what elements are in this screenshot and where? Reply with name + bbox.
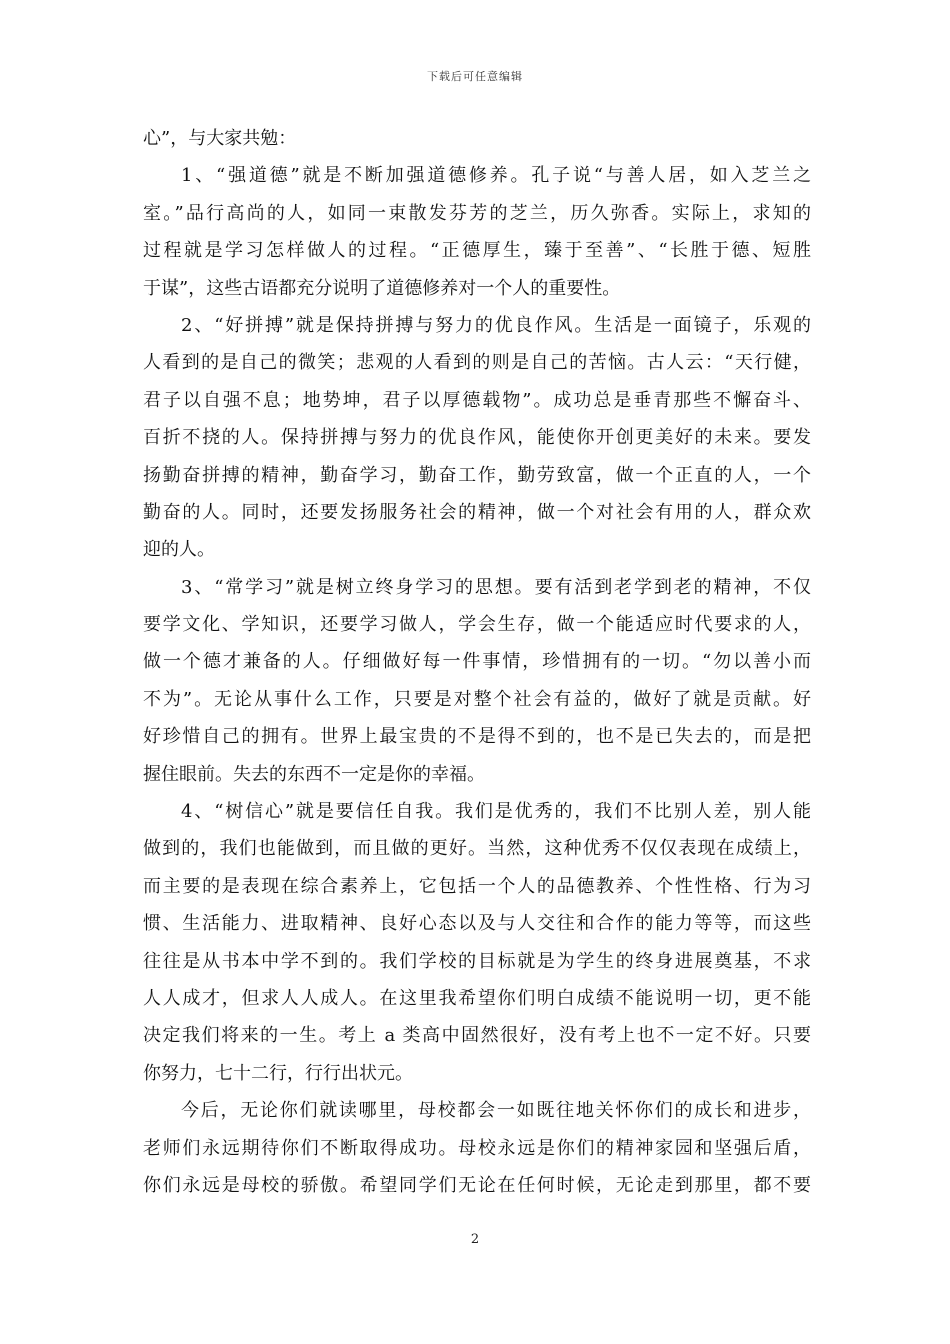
text-line: 握住眼前。失去的东西不一定是你的幸福。: [143, 763, 485, 785]
text-line: 今后，无论你们就读哪里，母校都会一如既往地关怀你们的成长和进步，: [181, 1100, 811, 1122]
text-line: 心”，与大家共勉：: [143, 128, 297, 149]
text-line: 4、“树信心”就是要信任自我。我们是优秀的，我们不比别人差，别人能: [181, 801, 811, 823]
text-line: 好珍惜自己的拥有。世界上最宝贵的不是得不到的，也不是已失去的，而是把: [143, 726, 811, 748]
page-number: 2: [470, 1232, 480, 1247]
text-line: 而主要的是表现在综合素养上，它包括一个人的品德教养、个性性格、行为习: [143, 875, 811, 897]
text-line: 做一个德才兼备的人。仔细做好每一件事情，珍惜拥有的一切。“勿以善小而: [143, 651, 811, 673]
text-line: 人人成才，但求人人成人。在这里我希望你们明白成绩不能说明一切，更不能: [143, 987, 811, 1009]
text-line: 于谋”，这些古语都充分说明了道德修养对一个人的重要性。: [143, 277, 621, 299]
text-line: 你们永远是母校的骄傲。希望同学们无论在任何时候，无论走到那里，都不要: [143, 1174, 811, 1196]
text-line: 过程就是学习怎样做人的过程。“正德厚生，臻于至善”、“长胜于德、短胜: [143, 240, 811, 262]
text-line: 勤奋的人。同时，还要发扬服务社会的精神，做一个对社会有用的人，群众欢: [143, 501, 811, 523]
text-line: 你努力，七十二行，行行出状元。: [143, 1062, 413, 1084]
text-line: 做到的，我们也能做到，而且做的更好。当然，这种优秀不仅仅表现在成绩上，: [143, 838, 811, 860]
text-line: 1、“强道德”就是不断加强道德修养。孔子说“与善人居，如入芝兰之: [181, 165, 811, 187]
text-line: 3、“常学习”就是树立终身学习的思想。要有活到老学到老的精神，不仅: [181, 576, 811, 598]
text-line: 迎的人。: [143, 539, 215, 561]
text-line: 惯、生活能力、进取精神、良好心态以及与人交往和合作的能力等等，而这些: [143, 913, 811, 935]
text-line: 决定我们将来的一生。考上 a 类高中固然很好，没有考上也不一定不好。只要: [143, 1025, 811, 1047]
text-line: 往往是从书本中学不到的。我们学校的目标就是为学生的终身进展奠基，不求: [143, 950, 811, 972]
text-line: 扬勤奋拼搏的精神，勤奋学习，勤奋工作，勤劳致富，做一个正直的人，一个: [143, 464, 811, 486]
document-body: [143, 120, 811, 1204]
text-line: 不为”。无论从事什么工作，只要是对整个社会有益的，做好了就是贡献。好: [143, 688, 811, 710]
text-line: 2、“好拼搏”就是保持拼搏与努力的优良作风。生活是一面镜子，乐观的: [181, 314, 811, 336]
text-line: 要学文化、学知识，还要学习做人，学会生存，做一个能适应时代要求的人，: [143, 614, 811, 636]
text-line: 君子以自强不息；地势坤，君子以厚德载物”。成功总是垂青那些不懈奋斗、: [143, 389, 811, 411]
text-line: 室。”品行高尚的人，如同一束散发芬芳的芝兰，历久弥香。实际上，求知的: [143, 202, 811, 224]
text-line: 人看到的是自己的微笑；悲观的人看到的则是自己的苦恼。古人云：“天行健，: [143, 352, 811, 374]
page-header: 下载后可任意编辑: [427, 70, 523, 83]
text-line: 百折不挠的人。保持拼搏与努力的优良作风，能使你开创更美好的未来。要发: [143, 427, 811, 449]
text-line: 老师们永远期待你们不断取得成功。母校永远是你们的精神家园和坚强后盾，: [143, 1137, 811, 1159]
